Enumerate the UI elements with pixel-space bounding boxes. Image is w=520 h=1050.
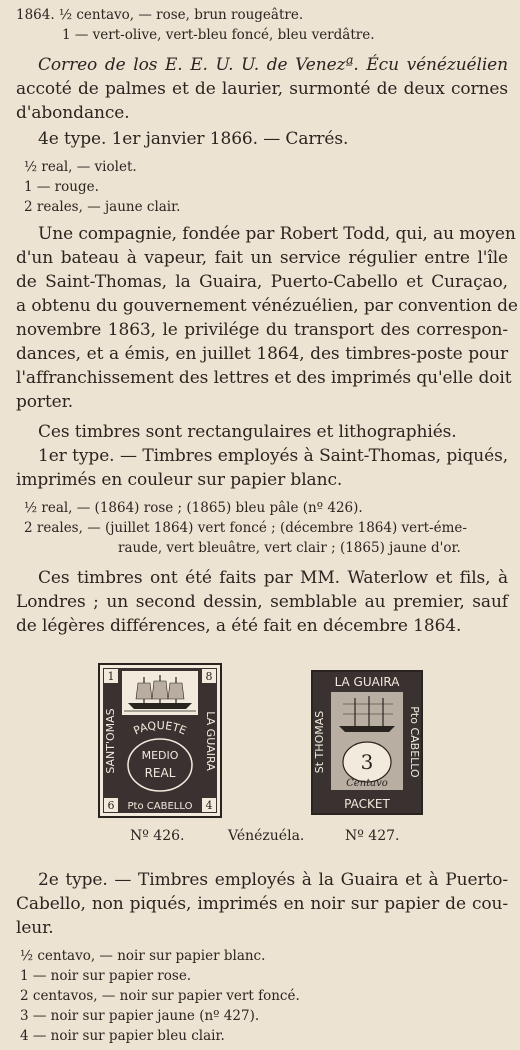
line-4-bleu: 4 — noir sur papier bleu clair.: [20, 1028, 225, 1044]
stamp-426-bottom: Pto CABELLO: [127, 801, 193, 812]
line-2-reales-jaune: 2 reales, — jaune clair.: [24, 199, 181, 215]
line-half-centavo-blanc: ½ centavo, — noir sur papier blanc.: [20, 948, 266, 964]
stamp-427-top: LA GUAIRA: [334, 675, 400, 689]
line-leur: leur.: [16, 918, 54, 938]
stamp-426-corner-br: 4: [205, 799, 213, 812]
caption-427: Nº 427.: [345, 828, 400, 844]
stamp-427-bottom: PACKET: [344, 797, 390, 811]
stamp-427-side-right: Pto CABELLO: [408, 706, 421, 778]
line-rectangulaires: Ces timbres sont rectangulaires et lithographiés.: [38, 422, 457, 442]
line-dances: dances, et a émis, en juillet 1864, des timbres-poste pour: [16, 344, 508, 364]
caption-venezuela: Vénézuéla.: [228, 828, 305, 844]
line-half-real-rose: ½ real, — (1864) rose ; (1865) bleu pâle (nº 426).: [24, 500, 363, 516]
line-accote: accoté de palmes et de laurier, surmonté de deux cornes: [16, 79, 508, 99]
line-3-jaune: 3 — noir sur papier jaune (nº 427).: [20, 1008, 260, 1024]
line-1-rose: 1 — noir sur papier rose.: [20, 968, 192, 984]
stamp-426-corner-tl: 1: [107, 670, 115, 683]
line-differences: de légères différences, a été fait en décembre 1864.: [16, 616, 462, 636]
stamp-426-corner-bl: 6: [107, 799, 115, 812]
line-novembre: novembre 1863, le privilége du transport des correspon-: [16, 320, 508, 340]
stamp-427: [311, 670, 423, 815]
line-waterlow: Ces timbres ont été faits par MM. Waterlow et fils, à: [38, 568, 508, 588]
line-1864-half-centavo: 1864. ½ centavo, — rose, brun rougeâtre.: [16, 7, 304, 23]
line-compagnie: Une compagnie, fondée par Robert Todd, qui, au moyen: [38, 224, 516, 244]
stamp-426-arc: PAQUETE: [131, 718, 189, 738]
line-1864-1-centavo: 1 — vert-olive, vert-bleu foncé, bleu verdâtre.: [62, 27, 375, 43]
stamp-426-corner-tr: 8: [205, 670, 213, 683]
stamp-426: [98, 663, 222, 818]
line-porter: porter.: [16, 392, 74, 412]
line-bateau: d'un bateau à vapeur, fait un service régulier entre l'île: [16, 248, 508, 268]
line-affranchissement: l'affranchissement des lettres et des imprimés qu'elle doit: [16, 368, 512, 388]
line-2-reales-vert: 2 reales, — (juillet 1864) vert foncé ; (décembre 1864) vert-éme-: [24, 520, 467, 536]
line-emeraude: raude, vert bleuâtre, vert clair ; (1865) jaune d'or.: [118, 540, 461, 556]
line-cabello: Cabello, non piqués, imprimés en noir sur papier de cou-: [16, 894, 508, 914]
stamp-427-side-left: St THOMAS: [313, 710, 326, 774]
line-2-centavos-vert: 2 centavos, — noir sur papier vert foncé.: [20, 988, 300, 1004]
stamp-426-value-bottom: REAL: [144, 766, 176, 780]
stamp-427-value: 3: [360, 750, 374, 774]
line-2e-type: 2e type. — Timbres employés à la Guaira et à Puerto-: [38, 870, 508, 890]
stamp-426-value-top: MEDIO: [141, 749, 179, 762]
line-saint-thomas: de Saint-Thomas, la Guaira, Puerto-Cabello et Curaçao,: [16, 272, 508, 292]
line-gouvernement: a obtenu du gouvernement vénézuélien, par convention de: [16, 296, 518, 316]
line-1er-type: 1er type. — Timbres employés à Saint-Thomas, piqués,: [38, 446, 508, 466]
line-londres: Londres ; un second dessin, semblable au premier, sauf: [16, 592, 508, 612]
line-4e-type: 4e type. 1er janvier 1866. — Carrés.: [38, 129, 349, 149]
line-half-real-violet: ½ real, — violet.: [24, 159, 137, 175]
line-imprimes-couleur: imprimés en couleur sur papier blanc.: [16, 470, 343, 490]
stamp-427-value-word: Centavo: [346, 778, 388, 789]
stamp-426-side-left: SANT'OMAS: [104, 708, 117, 774]
line-abondance: d'abondance.: [16, 103, 130, 123]
line-1-rouge: 1 — rouge.: [24, 179, 99, 195]
line-correo: Correo de los E. E. U. U. de Venezª. Écu vénézuélien: [38, 55, 508, 75]
stamp-426-side-right: LA GUAIRA: [204, 711, 217, 771]
caption-426: Nº 426.: [130, 828, 185, 844]
